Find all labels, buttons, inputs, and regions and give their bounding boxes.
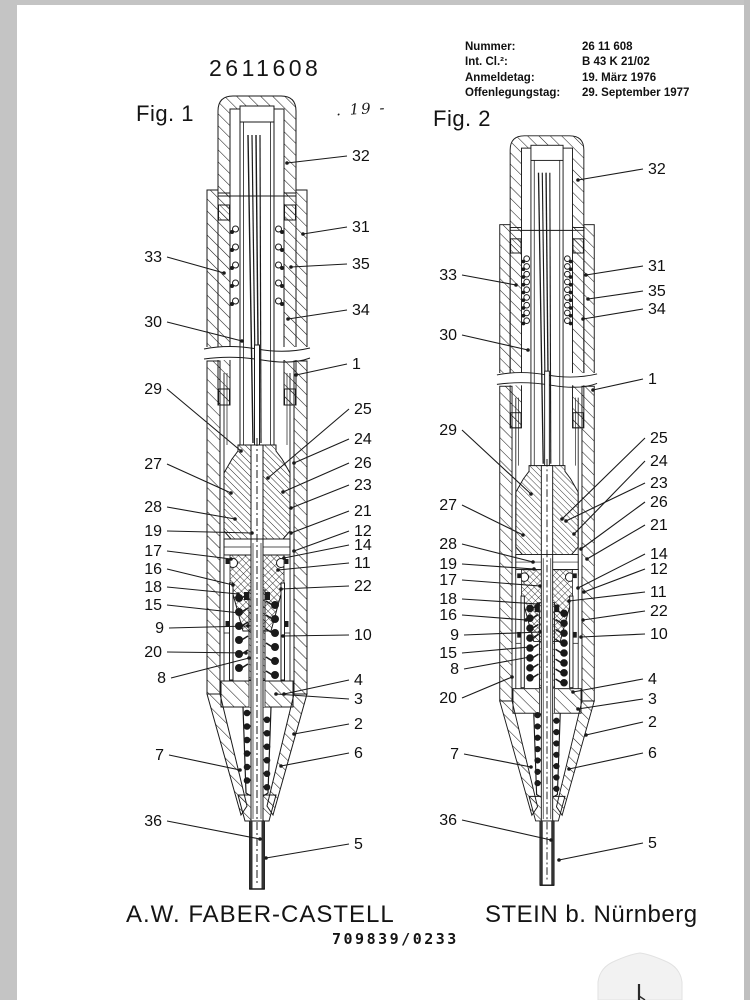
callout-label-fig1-28: 28 xyxy=(144,499,162,516)
callout-label-fig1-22: 22 xyxy=(354,578,372,595)
callout-label-fig1-3: 3 xyxy=(354,691,363,708)
callout-leader-fig2-15 xyxy=(462,647,530,653)
callout-leader-fig2-5 xyxy=(559,843,643,860)
callout-dot-fig1-33 xyxy=(222,271,226,275)
callout-dot-fig2-34 xyxy=(581,317,585,321)
bib-label: Offenlegungstag: xyxy=(465,87,561,100)
viewer-margin-left xyxy=(0,0,17,1000)
callout-label-fig1-14: 14 xyxy=(354,537,372,554)
callout-dot-fig2-29 xyxy=(529,492,533,496)
callout-label-fig2-19: 19 xyxy=(439,556,457,573)
callout-label-fig2-9: 9 xyxy=(450,627,459,644)
callout-leader-fig1-5 xyxy=(266,844,349,858)
callout-dot-fig1-30 xyxy=(240,339,244,343)
callout-label-fig2-7: 7 xyxy=(450,746,459,763)
callout-label-fig2-15: 15 xyxy=(439,645,457,662)
callout-label-fig2-6: 6 xyxy=(648,745,657,762)
figure2-title: Fig. 2 xyxy=(433,106,492,131)
callout-dot-fig1-3 xyxy=(274,692,278,696)
callout-label-fig2-10: 10 xyxy=(650,626,668,643)
callout-dot-fig1-21 xyxy=(289,531,293,535)
fig2-drawing xyxy=(497,136,597,885)
callout-label-fig1-5: 5 xyxy=(354,836,363,853)
callout-dot-fig1-32 xyxy=(285,161,289,165)
callout-dot-fig2-25 xyxy=(560,517,564,521)
callout-label-fig1-16: 16 xyxy=(144,561,162,578)
callout-leader-fig2-29 xyxy=(462,430,531,494)
callout-leader-fig1-27 xyxy=(167,464,231,493)
callout-dot-fig2-5 xyxy=(557,858,561,862)
callout-label-fig2-34: 34 xyxy=(648,301,666,318)
callout-dot-fig2-8 xyxy=(528,655,532,659)
bib-label: Anmeldetag: xyxy=(465,71,535,84)
scrollbar-track[interactable] xyxy=(744,0,750,1000)
callout-leader-fig1-36 xyxy=(167,821,260,839)
callout-dot-fig1-8 xyxy=(247,656,251,660)
callout-dot-fig1-31 xyxy=(301,232,305,236)
callout-dot-fig2-4 xyxy=(571,690,575,694)
callout-label-fig2-2: 2 xyxy=(648,714,657,731)
callout-leader-fig2-27 xyxy=(462,505,523,535)
callout-dot-fig1-23 xyxy=(289,506,293,510)
callout-dot-fig1-12 xyxy=(292,549,296,553)
callout-label-fig2-35: 35 xyxy=(648,283,666,300)
callout-label-fig2-36: 36 xyxy=(439,812,457,829)
callout-dot-fig2-21 xyxy=(585,557,589,561)
callout-label-fig1-31: 31 xyxy=(352,219,370,236)
callout-dot-fig1-36 xyxy=(258,837,262,841)
callout-dot-fig2-3 xyxy=(576,707,580,711)
callout-dot-fig2-26 xyxy=(579,547,583,551)
callout-label-fig1-35: 35 xyxy=(352,256,370,273)
callout-label-fig1-11: 11 xyxy=(354,555,371,572)
callout-dot-fig2-12 xyxy=(582,590,586,594)
callout-dot-fig2-18 xyxy=(536,602,540,606)
callout-leader-fig2-25 xyxy=(562,438,645,519)
callout-dot-fig2-16 xyxy=(524,618,528,622)
callout-dot-fig2-17 xyxy=(538,584,542,588)
callout-dot-fig2-11 xyxy=(567,599,571,603)
callout-dot-fig2-36 xyxy=(549,838,553,842)
callout-label-fig2-29: 29 xyxy=(439,422,457,439)
callout-dot-fig1-17 xyxy=(229,557,233,561)
callout-dot-fig2-19 xyxy=(532,567,536,571)
callout-leader-fig2-2 xyxy=(586,722,643,735)
callout-label-fig1-32: 32 xyxy=(352,148,370,165)
callout-dot-fig2-1 xyxy=(591,388,595,392)
callout-label-fig2-18: 18 xyxy=(439,591,457,608)
callout-dot-fig1-15 xyxy=(238,611,242,615)
callout-label-fig1-24: 24 xyxy=(354,431,372,448)
callout-label-fig1-33: 33 xyxy=(144,249,162,266)
callout-label-fig2-21: 21 xyxy=(650,517,668,534)
callout-leader-fig2-6 xyxy=(569,753,643,769)
callout-label-fig2-26: 26 xyxy=(650,494,668,511)
callout-label-fig1-12: 12 xyxy=(354,523,372,540)
callout-leader-fig2-11 xyxy=(569,592,645,601)
callout-label-fig2-8: 8 xyxy=(450,661,459,678)
callout-leader-fig1-6 xyxy=(281,753,349,766)
callout-label-fig1-34: 34 xyxy=(352,302,370,319)
bib-value: 19. März 1976 xyxy=(582,71,657,84)
callout-dot-fig1-34 xyxy=(286,317,290,321)
callout-dot-fig2-15 xyxy=(528,645,532,649)
patent-number: 2611608 xyxy=(209,55,322,81)
callout-leader-fig2-32 xyxy=(578,169,643,180)
callout-label-fig1-36: 36 xyxy=(144,813,162,830)
callout-label-fig1-19: 19 xyxy=(144,523,162,540)
callout-dot-fig2-9 xyxy=(538,630,542,634)
callout-dot-fig2-31 xyxy=(584,273,588,277)
applicant-name: A.W. FABER-CASTELL xyxy=(126,901,395,928)
callout-label-fig2-5: 5 xyxy=(648,835,657,852)
callout-label-fig1-26: 26 xyxy=(354,455,372,472)
callout-label-fig2-14: 14 xyxy=(650,546,668,563)
fig1-drawing xyxy=(204,96,310,889)
callout-dot-fig1-28 xyxy=(233,517,237,521)
callout-dot-fig1-20 xyxy=(244,651,248,655)
callout-leader-fig2-8 xyxy=(464,657,530,669)
callout-leader-fig1-20 xyxy=(167,652,246,653)
callout-label-fig2-3: 3 xyxy=(648,691,657,708)
callout-leader-fig1-22 xyxy=(281,586,349,589)
callout-dot-fig2-27 xyxy=(521,533,525,537)
handwritten-page-mark: . 19 - xyxy=(335,98,387,120)
callout-leader-fig2-21 xyxy=(587,525,645,559)
callout-dot-fig2-20 xyxy=(510,675,514,679)
callout-dot-fig1-6 xyxy=(279,764,283,768)
callout-label-fig2-31: 31 xyxy=(648,258,666,275)
callout-label-fig1-23: 23 xyxy=(354,477,372,494)
callout-leader-fig2-35 xyxy=(588,291,643,299)
bib-value: 26 11 608 xyxy=(582,41,633,53)
bib-value: 29. September 1977 xyxy=(582,87,690,100)
callout-dot-fig1-18 xyxy=(236,592,240,596)
callout-dot-fig1-2 xyxy=(292,732,296,736)
callout-label-fig1-21: 21 xyxy=(354,503,372,520)
callout-label-fig1-7: 7 xyxy=(155,747,164,764)
callout-dot-fig2-6 xyxy=(567,767,571,771)
callout-dot-fig2-24 xyxy=(572,532,576,536)
callout-label-fig2-33: 33 xyxy=(439,267,457,284)
bib-label: Int. Cl.²: xyxy=(465,56,508,69)
viewer-margin-top xyxy=(0,0,750,5)
callout-label-fig2-12: 12 xyxy=(650,561,668,578)
callout-label-fig1-20: 20 xyxy=(144,644,162,661)
callout-dot-fig1-14 xyxy=(282,556,286,560)
callout-label-fig1-25: 25 xyxy=(354,401,372,418)
callout-label-fig2-1: 1 xyxy=(648,371,657,388)
bib-label: Nummer: xyxy=(465,41,516,53)
callout-dot-fig1-24 xyxy=(292,461,296,465)
callout-dot-fig1-25 xyxy=(266,476,270,480)
callout-leader-fig2-36 xyxy=(462,820,551,840)
callout-leader-fig2-1 xyxy=(593,379,643,390)
callout-label-fig1-6: 6 xyxy=(354,745,363,762)
callout-label-fig1-1: 1 xyxy=(352,356,361,373)
callout-label-fig1-18: 18 xyxy=(144,579,162,596)
callout-leader-fig1-31 xyxy=(303,227,347,234)
callout-label-fig1-2: 2 xyxy=(354,716,363,733)
callout-dot-fig1-16 xyxy=(231,583,235,587)
callout-label-fig1-8: 8 xyxy=(157,670,166,687)
callout-dot-fig1-11 xyxy=(276,568,280,572)
callout-label-fig2-32: 32 xyxy=(648,161,666,178)
callout-dot-fig2-2 xyxy=(584,733,588,737)
callout-label-fig2-22: 22 xyxy=(650,603,668,620)
callout-dot-fig1-19 xyxy=(250,531,254,535)
callout-dot-fig2-22 xyxy=(581,618,585,622)
callout-label-fig1-27: 27 xyxy=(144,456,162,473)
callout-dot-fig1-35 xyxy=(289,265,293,269)
callout-label-fig1-30: 30 xyxy=(144,314,162,331)
callout-label-fig1-10: 10 xyxy=(354,627,372,644)
callout-label-fig2-23: 23 xyxy=(650,475,668,492)
callout-label-fig1-4: 4 xyxy=(354,672,363,689)
callout-leader-fig1-16 xyxy=(167,569,233,585)
callout-label-fig2-4: 4 xyxy=(648,671,657,688)
watermark-shape xyxy=(598,953,682,1000)
callout-leader-fig1-17 xyxy=(167,551,231,559)
callout-label-fig1-9: 9 xyxy=(155,620,164,637)
callout-label-fig2-27: 27 xyxy=(439,497,457,514)
callout-label-fig1-29: 29 xyxy=(144,381,162,398)
callout-dot-fig1-22 xyxy=(279,587,283,591)
callout-dot-fig2-7 xyxy=(529,765,533,769)
print-code: 709839/0233 xyxy=(332,930,459,948)
callout-dot-fig1-26 xyxy=(281,490,285,494)
figure1-title: Fig. 1 xyxy=(136,101,195,126)
callout-label-fig2-20: 20 xyxy=(439,690,457,707)
callout-label-fig2-11: 11 xyxy=(650,584,667,601)
callout-dot-fig1-7 xyxy=(238,768,242,772)
callout-label-fig2-24: 24 xyxy=(650,453,668,470)
callout-label-fig2-30: 30 xyxy=(439,327,457,344)
callout-dot-fig2-32 xyxy=(576,178,580,182)
callout-dot-fig2-23 xyxy=(564,519,568,523)
callout-dot-fig1-5 xyxy=(264,856,268,860)
callout-dot-fig1-27 xyxy=(229,491,233,495)
callout-label-fig1-17: 17 xyxy=(144,543,162,560)
callout-leader-fig1-2 xyxy=(294,724,349,734)
callout-dot-fig2-14 xyxy=(576,586,580,590)
callout-label-fig2-17: 17 xyxy=(439,572,457,589)
callout-dot-fig2-10 xyxy=(579,635,583,639)
callout-label-fig1-15: 15 xyxy=(144,597,162,614)
callout-dot-fig2-33 xyxy=(514,283,518,287)
callout-leader-fig1-25 xyxy=(268,409,349,478)
callout-dot-fig1-9 xyxy=(246,624,250,628)
callout-label-fig2-25: 25 xyxy=(650,430,668,447)
callout-dot-fig2-30 xyxy=(526,348,530,352)
callout-dot-fig2-35 xyxy=(586,297,590,301)
callout-label-fig2-28: 28 xyxy=(439,536,457,553)
bib-value: B 43 K 21/02 xyxy=(582,56,650,69)
callout-leader-fig1-10 xyxy=(283,635,349,636)
callout-label-fig2-16: 16 xyxy=(439,607,457,624)
callout-leader-fig1-26 xyxy=(283,463,349,492)
callout-dot-fig1-1 xyxy=(294,373,298,377)
callout-dot-fig2-28 xyxy=(531,560,535,564)
callout-dot-fig1-29 xyxy=(239,449,243,453)
callout-dot-fig1-10 xyxy=(281,634,285,638)
applicant-city: STEIN b. Nürnberg xyxy=(485,901,698,928)
